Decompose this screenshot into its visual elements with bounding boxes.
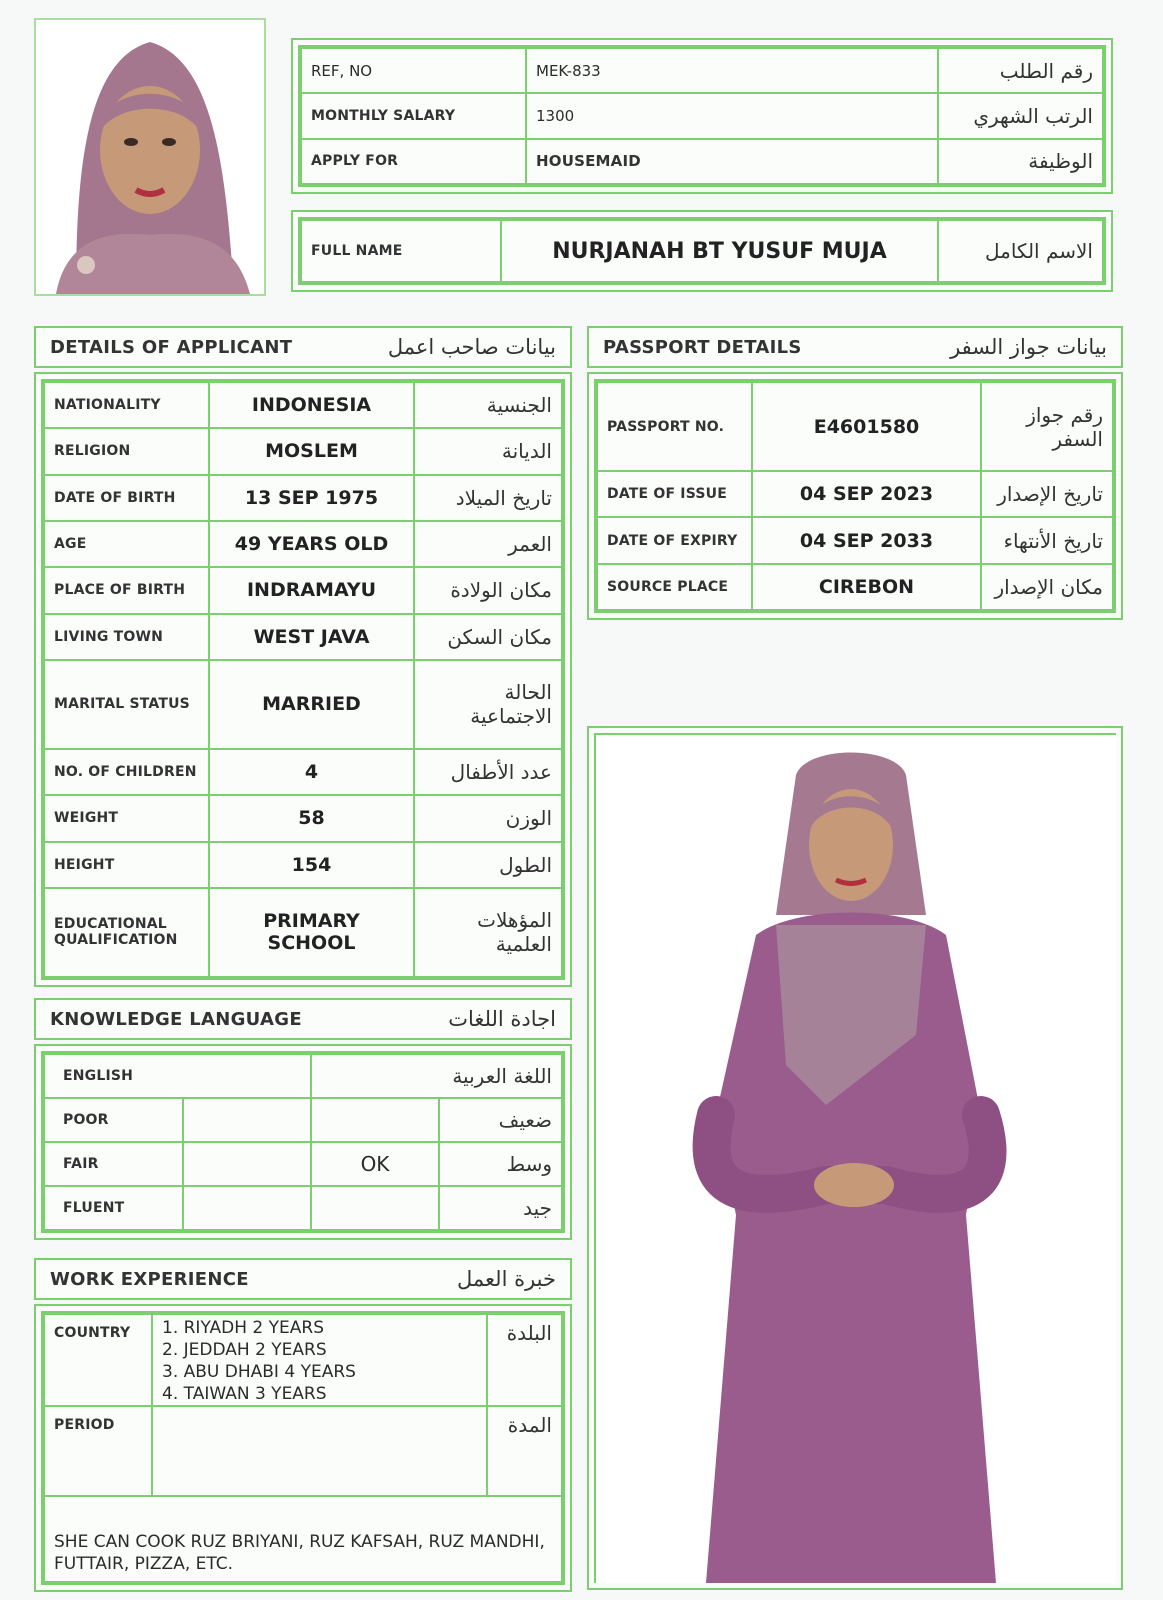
salary-row — [301, 93, 1103, 138]
headshot-photo — [34, 18, 266, 296]
details-value: INDONESIA — [209, 382, 414, 428]
work-title-ar: خبرة العمل — [457, 1267, 556, 1291]
details-label-ar: عدد الأطفال — [414, 749, 562, 795]
fluent-arabic-cell — [311, 1186, 439, 1230]
fluent-row — [44, 1186, 562, 1230]
details-label: PLACE OF BIRTH — [44, 567, 209, 613]
full-name-label: FULL NAME — [301, 220, 501, 282]
details-value: INDRAMAYU — [209, 567, 414, 613]
full-body-illustration — [596, 735, 1116, 1583]
passport-title-ar: بيانات جواز السفر — [950, 335, 1107, 359]
full-body-photo-frame — [587, 726, 1123, 1590]
country-item: 4. TAIWAN 3 YEARS — [162, 1384, 327, 1404]
details-label-ar: الجنسية — [414, 382, 562, 428]
passport-header — [587, 326, 1123, 368]
passport-table — [596, 381, 1114, 611]
period-value-cell — [152, 1406, 487, 1496]
fluent-english-cell — [183, 1186, 311, 1230]
details-label-ar: العمر — [414, 521, 562, 567]
note-row — [44, 1496, 562, 1582]
application-info-frame — [291, 38, 1113, 194]
poor-arabic-cell — [311, 1098, 439, 1142]
details-label: HEIGHT — [44, 842, 209, 888]
details-label: NO. OF CHILDREN — [44, 749, 209, 795]
passport-value: E4601580 — [752, 382, 981, 471]
details-value: 13 SEP 1975 — [209, 475, 414, 521]
fair-label-ar: وسط — [439, 1142, 562, 1186]
details-row — [44, 521, 562, 567]
details-label-ar: مكان السكن — [414, 614, 562, 660]
passport-value: 04 SEP 2033 — [752, 517, 981, 563]
details-label: MARITAL STATUS — [44, 660, 209, 749]
details-value: 154 — [209, 842, 414, 888]
passport-label-ar: تاريخ الإصدار — [981, 471, 1113, 517]
country-list — [152, 1314, 487, 1406]
passport-label: PASSPORT NO. — [597, 382, 752, 471]
fair-english-cell — [183, 1142, 311, 1186]
apply-row — [301, 139, 1103, 184]
full-name-frame — [291, 210, 1113, 292]
details-title-ar: بيانات صاحب اعمل — [387, 335, 556, 359]
details-row — [44, 614, 562, 660]
details-row — [44, 382, 562, 428]
apply-value: HOUSEMAID — [526, 139, 938, 184]
details-label: WEIGHT — [44, 795, 209, 841]
passport-label: DATE OF ISSUE — [597, 471, 752, 517]
ref-row — [301, 48, 1103, 93]
work-table — [43, 1313, 563, 1583]
details-row — [44, 795, 562, 841]
passport-row — [597, 382, 1113, 471]
details-value: 58 — [209, 795, 414, 841]
passport-label-ar: تاريخ الأنتهاء — [981, 517, 1113, 563]
fair-row — [44, 1142, 562, 1186]
full-name-row — [301, 220, 1103, 282]
period-label: PERIOD — [44, 1406, 152, 1496]
passport-row — [597, 517, 1113, 563]
details-label: LIVING TOWN — [44, 614, 209, 660]
details-value: MARRIED — [209, 660, 414, 749]
fair-arabic-value: OK — [311, 1142, 439, 1186]
passport-label-ar: رقم جواز السفر — [981, 382, 1113, 471]
arabic-label: اللغة العربية — [311, 1054, 562, 1098]
ref-label: REF, NO — [301, 48, 526, 93]
passport-row — [597, 564, 1113, 610]
passport-label-ar: مكان الإصدار — [981, 564, 1113, 610]
period-row — [44, 1406, 562, 1496]
details-label-ar: مكان الولادة — [414, 567, 562, 613]
details-table — [43, 381, 563, 978]
details-label: AGE — [44, 521, 209, 567]
fair-label: FAIR — [44, 1142, 183, 1186]
work-frame — [34, 1304, 572, 1592]
passport-label: DATE OF EXPIRY — [597, 517, 752, 563]
poor-label: POOR — [44, 1098, 183, 1142]
details-label-ar: تاريخ الميلاد — [414, 475, 562, 521]
details-row — [44, 749, 562, 795]
details-label-ar: المؤهلات العلمية — [414, 888, 562, 977]
fluent-label: FLUENT — [44, 1186, 183, 1230]
country-label-ar: البلدة — [487, 1314, 562, 1406]
details-row — [44, 567, 562, 613]
ref-label-ar: رقم الطلب — [938, 48, 1103, 93]
country-item: 3. ABU DHABI 4 YEARS — [162, 1362, 356, 1382]
details-label: DATE OF BIRTH — [44, 475, 209, 521]
details-value: 49 YEARS OLD — [209, 521, 414, 567]
full-name-label-ar: الاسم الكامل — [938, 220, 1103, 282]
poor-label-ar: ضعيف — [439, 1098, 562, 1142]
details-frame — [34, 372, 572, 987]
details-row — [44, 842, 562, 888]
country-row — [44, 1314, 562, 1406]
details-row — [44, 660, 562, 749]
details-value: WEST JAVA — [209, 614, 414, 660]
passport-title: PASSPORT DETAILS — [603, 336, 802, 358]
details-row — [44, 428, 562, 474]
country-label: COUNTRY — [44, 1314, 152, 1406]
details-value: PRIMARY SCHOOL — [209, 888, 414, 977]
fluent-label-ar: جيد — [439, 1186, 562, 1230]
details-label-ar: الوزن — [414, 795, 562, 841]
details-value: 4 — [209, 749, 414, 795]
details-value: MOSLEM — [209, 428, 414, 474]
language-table — [43, 1053, 563, 1231]
language-frame — [34, 1044, 572, 1240]
country-item: 2. JEDDAH 2 YEARS — [162, 1340, 327, 1360]
ref-value: MEK-833 — [526, 48, 938, 93]
work-header — [34, 1258, 572, 1300]
details-label: EDUCATIONAL QUALIFICATION — [44, 888, 209, 977]
passport-frame — [587, 372, 1123, 620]
salary-value: 1300 — [526, 93, 938, 138]
language-title-ar: اجادة اللغات — [448, 1007, 556, 1031]
poor-row — [44, 1098, 562, 1142]
headshot-illustration — [36, 20, 264, 294]
details-label: RELIGION — [44, 428, 209, 474]
details-row — [44, 888, 562, 977]
passport-value: 04 SEP 2023 — [752, 471, 981, 517]
details-header — [34, 326, 572, 368]
details-title: DETAILS OF APPLICANT — [50, 336, 293, 358]
country-item: 1. RIYADH 2 YEARS — [162, 1318, 324, 1338]
details-label-ar: الحالة الاجتماعية — [414, 660, 562, 749]
language-title: KNOWLEDGE LANGUAGE — [50, 1008, 302, 1030]
language-heading-row — [44, 1054, 562, 1098]
work-title: WORK EXPERIENCE — [50, 1268, 249, 1290]
passport-label: SOURCE PLACE — [597, 564, 752, 610]
details-label-ar: الطول — [414, 842, 562, 888]
passport-value: CIREBON — [752, 564, 981, 610]
period-label-ar: المدة — [487, 1406, 562, 1496]
details-label: NATIONALITY — [44, 382, 209, 428]
poor-english-cell — [183, 1098, 311, 1142]
details-label-ar: الديانة — [414, 428, 562, 474]
passport-row — [597, 471, 1113, 517]
english-label: ENGLISH — [44, 1054, 311, 1098]
language-header — [34, 998, 572, 1040]
full-name-value: NURJANAH BT YUSUF MUJA — [501, 220, 938, 282]
apply-label-ar: الوظيفة — [938, 139, 1103, 184]
salary-label-ar: الرتب الشهري — [938, 93, 1103, 138]
salary-label: MONTHLY SALARY — [301, 93, 526, 138]
cooking-note: SHE CAN COOK RUZ BRIYANI, RUZ KAFSAH, RUZ MANDHI, FUTTAIR, PIZZA, ETC. — [44, 1496, 562, 1582]
apply-label: APPLY FOR — [301, 139, 526, 184]
details-row — [44, 475, 562, 521]
